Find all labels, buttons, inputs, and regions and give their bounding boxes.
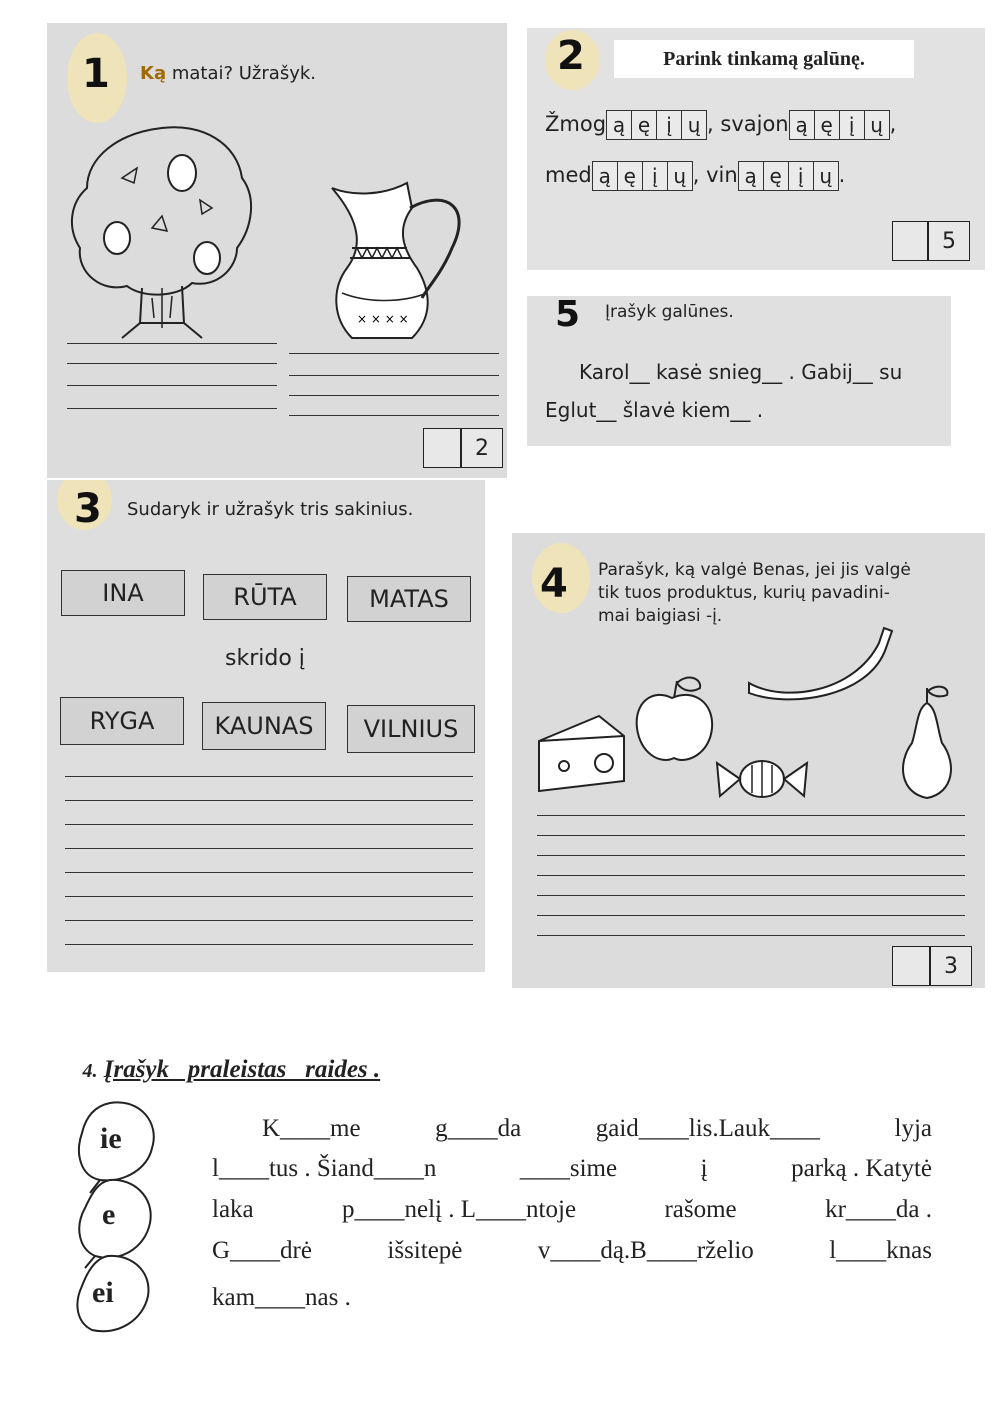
ending-option[interactable]: ų	[673, 164, 687, 188]
text-segment: išsitepė	[387, 1237, 463, 1264]
score-value: 5	[928, 221, 970, 261]
text-segment: G____drė	[212, 1237, 312, 1264]
score-box	[892, 221, 970, 261]
candy-illustration	[712, 751, 812, 806]
text-segment: rašome	[664, 1196, 737, 1223]
leaf-label: ei	[92, 1276, 114, 1309]
text-line	[212, 1115, 932, 1143]
ending-option[interactable]: ų	[687, 113, 701, 137]
word-stem: , svajon	[707, 112, 789, 136]
banana-illustration	[744, 623, 894, 703]
ending-option[interactable]: ę	[764, 162, 789, 190]
exercise-5-panel	[527, 296, 951, 446]
instruction-line: mai baigiasi -į.	[598, 606, 723, 626]
text-segment: parką . Katytė	[791, 1155, 932, 1182]
exercise-3-panel	[47, 480, 485, 972]
word-stem: , vin	[692, 163, 738, 187]
ending-option[interactable]: ą	[790, 111, 815, 139]
ending-option[interactable]: ų	[819, 164, 832, 188]
svg-text:× × × ×: × × × ×	[357, 312, 409, 326]
instruction-line: tik tuos produktus, kurių pavadini-	[598, 583, 890, 603]
instruction-bold-word: Ką	[140, 63, 167, 84]
ending-choice-group[interactable]	[789, 110, 890, 140]
name-word-card: RŪTA	[203, 574, 327, 620]
ending-option[interactable]: ą	[593, 162, 618, 190]
exercise-letters-heading	[70, 1028, 380, 1084]
heading-number: 4.	[82, 1060, 98, 1082]
exercise-number: 1	[82, 51, 110, 97]
cheese-illustration	[534, 711, 629, 796]
score-box	[423, 428, 503, 468]
name-word-card: MATAS	[347, 576, 471, 622]
ending-option[interactable]: ę	[815, 111, 840, 139]
exercise-2-line-2	[545, 161, 845, 191]
text-segment: laka	[212, 1196, 254, 1223]
punctuation: ,	[889, 112, 897, 136]
ending-option[interactable]: ę	[632, 111, 657, 139]
score-value: 2	[461, 428, 503, 468]
text-segment: l____tus . Šiand____n	[212, 1155, 437, 1182]
score-value: 3	[930, 946, 972, 986]
ending-option[interactable]: ų	[870, 113, 883, 137]
text-segment: kam____nas .	[212, 1284, 351, 1311]
punctuation: .	[838, 163, 846, 187]
ending-option[interactable]: į	[789, 162, 814, 190]
exercise-2-line-1	[545, 110, 896, 140]
exercise-number: 5	[555, 296, 581, 335]
tree-illustration	[62, 118, 262, 343]
text-segment: kr____da .	[825, 1196, 932, 1223]
text-line	[212, 1155, 932, 1183]
apple-illustration	[632, 673, 717, 768]
exercise-4-panel	[512, 533, 985, 988]
ending-option[interactable]: ą	[739, 162, 764, 190]
exercise-2-panel	[527, 28, 985, 270]
verb-phrase: skrido į	[225, 646, 305, 671]
text-segment: ____sime	[519, 1155, 618, 1182]
instruction-line: Parašyk, ką valgė Benas, jei jis valgė	[598, 560, 911, 580]
city-word-card: VILNIUS	[347, 705, 475, 753]
text-segment: v____dą.B____rželio	[537, 1237, 754, 1264]
ending-option[interactable]: ę	[618, 162, 643, 190]
exercise-instruction	[598, 559, 911, 628]
ending-option[interactable]: į	[657, 111, 682, 139]
exercise-1-panel	[47, 23, 507, 478]
ending-option[interactable]: į	[643, 162, 668, 190]
exercise-title: Parink tinkamą galūnę.	[614, 40, 914, 78]
ending-option[interactable]: į	[840, 111, 865, 139]
text-segment: p____nelį . L____ntoje	[342, 1196, 577, 1223]
city-word-card: KAUNAS	[202, 702, 326, 750]
exercise-instruction	[140, 63, 316, 84]
leaf-label: ie	[100, 1122, 122, 1155]
text-segment: lyja	[894, 1115, 932, 1142]
instruction-text: matai? Užrašyk.	[166, 63, 316, 84]
city-word-card: RYGA	[60, 697, 184, 745]
ending-choice-group[interactable]	[592, 161, 693, 191]
exercise-5-line-2: Eglut__ šlavė kiem__ .	[545, 398, 764, 422]
score-box	[892, 946, 972, 986]
exercise-number: 2	[557, 33, 585, 79]
heading-text: Įrašyk praleistas raides .	[103, 1056, 381, 1083]
text-segment: g____da	[435, 1115, 522, 1142]
text-segment: K____me	[262, 1115, 361, 1142]
exercise-number: 3	[74, 486, 102, 532]
exercise-5-line-1: Karol__ kasė snieg__ . Gabij__ su	[579, 360, 903, 384]
exercise-instruction: Įrašyk galūnes.	[605, 302, 734, 322]
word-stem: med	[545, 163, 592, 187]
text-segment: l____knas	[829, 1237, 932, 1264]
name-word-card: INA	[61, 570, 185, 616]
text-segment: į	[700, 1155, 708, 1182]
ending-choice-group[interactable]	[738, 161, 839, 191]
text-line	[212, 1237, 932, 1265]
pear-illustration	[892, 683, 962, 803]
exercise-number: 4	[540, 561, 568, 607]
ending-option[interactable]: ą	[607, 111, 632, 139]
jug-illustration	[322, 178, 472, 348]
text-segment: gaid____lis.Lauk____	[595, 1115, 820, 1142]
exercise-instruction: Sudaryk ir užrašyk tris sakinius.	[127, 499, 414, 520]
text-line	[212, 1284, 932, 1312]
ending-choice-group[interactable]	[606, 110, 707, 140]
word-stem: Žmog	[545, 112, 607, 136]
leaf-label: e	[102, 1198, 116, 1231]
text-line	[212, 1196, 932, 1224]
